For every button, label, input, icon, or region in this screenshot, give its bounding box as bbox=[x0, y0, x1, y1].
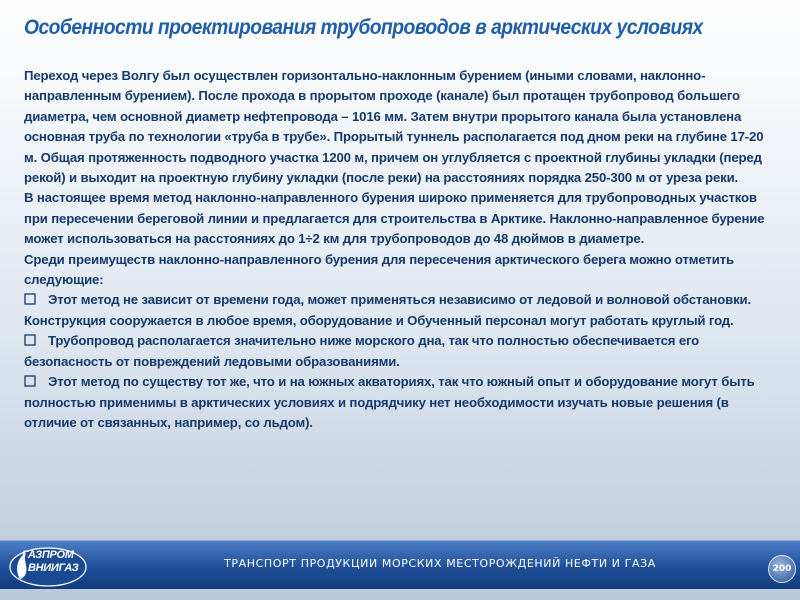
footer-caption: ТРАНСПОРТ ПРОДУКЦИИ МОРСКИХ МЕСТОРОЖДЕНИЙ НЕФТИ И ГАЗА bbox=[224, 557, 656, 570]
bullet-item bbox=[24, 372, 772, 433]
paragraph-2: В настоящее время метод наклонно-направленного бурения широко применяется для трубопроводных участков при пересечении береговой линии и предлагается для строительства в Арктике. Наклонно-направленное бурение может использоваться на расстояниях до 1÷2 км для трубопроводов до 48 дюймов в диаметре. bbox=[24, 190, 765, 247]
logo-line-1: ГАЗПРОМ bbox=[22, 549, 74, 561]
page-number: 200 bbox=[768, 555, 796, 583]
bullet-text: Трубопровод располагается значительно ниже морского дна, так что полностью обеспечивается его безопасность от повреждений ледовыми образованиями. bbox=[24, 333, 700, 369]
logo-line-2: ВНИИГАЗ bbox=[28, 562, 79, 574]
bullet-square-icon bbox=[24, 375, 36, 387]
gazprom-logo bbox=[8, 545, 90, 589]
slide-title: Особенности проектирования трубопроводов в арктических условиях bbox=[24, 16, 703, 39]
footer-bar bbox=[0, 540, 800, 589]
paragraph-1: Переход через Волгу был осуществлен горизонтально-наклонным бурением (иными словами, наклонно-направленным бурением). После прохода в прорытом проходе (канале) был протащен трубопровод большего диаметра, чем основной диаметр нефтепровода – 1016 мм. Затем внутри прорытого канала была установлена основная труба по технологии «труба в трубе». Прорытый туннель располагается под дном реки на глубине 17-20 м. Общая протяженность подводного участка 1200 м, причем он углубляется с проектной глубины укладки (перед рекой) и выходит на проектную глубину укладки (после реки) на расстояниях порядка 250-300 м от уреза реки. bbox=[24, 68, 764, 186]
bullet-square-icon bbox=[24, 334, 36, 346]
bullet-square-icon bbox=[24, 293, 36, 305]
paragraph-3: Среди преимуществ наклонно-направленного бурения для пересечения арктического берега можно отметить следующие: bbox=[24, 251, 734, 288]
bullet-item bbox=[24, 290, 772, 331]
slide-body bbox=[24, 66, 772, 433]
bullet-text: Этот метод по существу тот же, что и на южных акваториях, так что южный опыт и оборудование могут быть полностью применимы в арктических условиях и подрядчику нет необходимости изучать новые решения (в отличие от связанных, например, со льдом). bbox=[24, 374, 755, 430]
bullet-item bbox=[24, 331, 772, 372]
bullet-text: Этот метод не зависит от времени года, может применяться независимо от ледовой и волновой обстановки. Конструкция сооружается в любое время, оборудование и Обученный персонал могут работать круглый год. bbox=[24, 292, 752, 328]
logo-wordmark bbox=[22, 549, 78, 575]
